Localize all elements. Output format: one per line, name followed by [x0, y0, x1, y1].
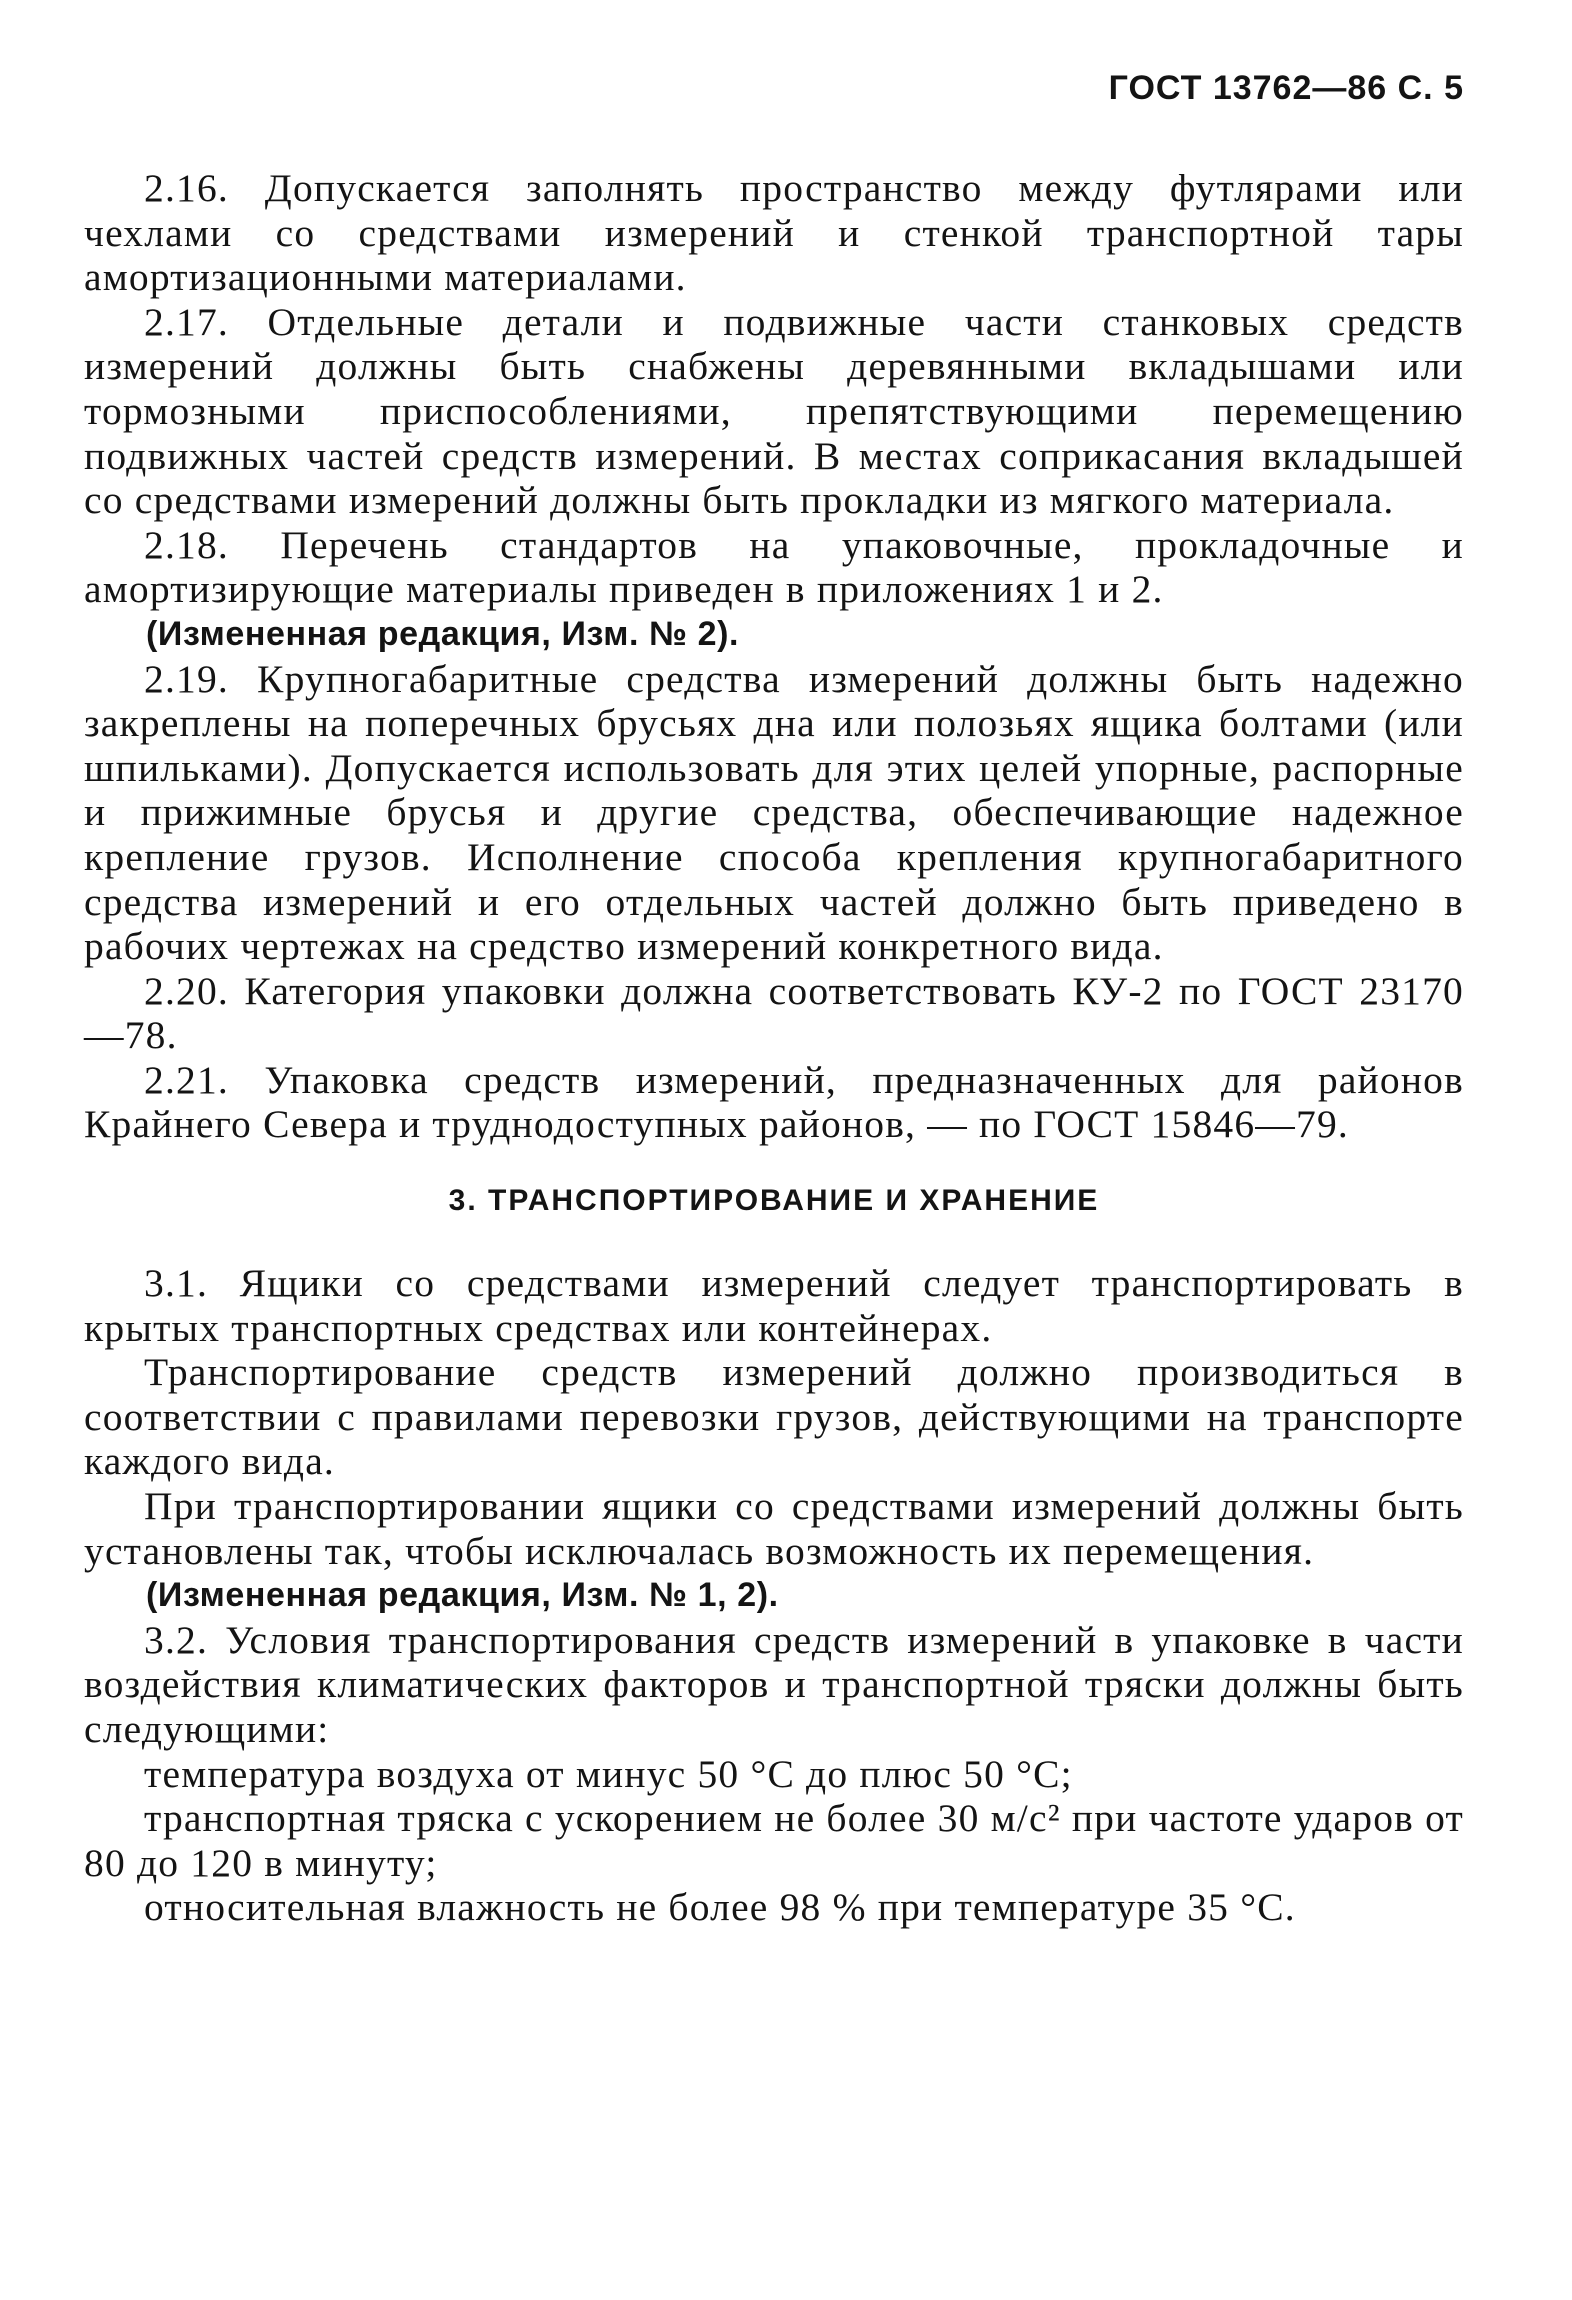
- amendment-note: (Измененная редакция, Изм. № 1, 2).: [146, 1576, 779, 1615]
- condition-item: транспортная тряска с ускорением не более 30 м/с² при частоте ударов от 80 до 120 в минуту;: [84, 1796, 1464, 1885]
- clause-3-2: 3.2. Условия транспортирования средств измерений в упаковке в части воздействия климатических факторов и транспортной тряски должны быть следующими:: [84, 1617, 1464, 1751]
- document-page: [84, 62, 1464, 1930]
- clause-2-18: 2.18. Перечень стандартов на упаковочные, прокладочные и амортизирующие материалы приведен в приложениях 1 и 2.: [84, 522, 1464, 612]
- clause-2-16: 2.16. Допускается заполнять пространство между футлярами или чехлами со средствами измерений и стенкой транспортной тары амортизационными материалами.: [84, 166, 1464, 300]
- clause-2-17: 2.17. Отдельные детали и подвижные части станковых средств измерений должны быть снабжены деревянными вкладышами или тормозными приспособлениями, препятствующими перемещению подвижных частей средств измерений. В местах соприкасания вкладышей со средствами измерений должны быть прокладки из мягкого материала.: [84, 299, 1464, 523]
- condition-item: относительная влажность не более 98 % при температуре 35 °С.: [144, 1885, 1296, 1930]
- clause-3-1-paragraph: При транспортировании ящики со средствами измерений должны быть установлены так, чтобы исключалась возможность их перемещения.: [84, 1484, 1464, 1573]
- condition-item: температура воздуха от минус 50 °С до плюс 50 °С;: [144, 1751, 1073, 1796]
- clause-3-1-paragraph: Транспортирование средств измерений должно производиться в соответствии с правилами перевозки грузов, действующими на транспорте каждого вида.: [84, 1350, 1464, 1484]
- clause-2-19: 2.19. Крупногабаритные средства измерений должны быть надежно закреплены на поперечных брусьях дна или полозьях ящика болтами (или шпильками). Допускается использовать для этих целей упорные, распорные и прижимные брусья и другие средства, обеспечивающие надежное крепление грузов. Исполнение способа крепления крупногабаритного средства измерений и его отдельных частей должно быть приведено в рабочих чертежах на средство измерений конкретного вида.: [84, 656, 1464, 969]
- document-body: [84, 166, 1464, 1930]
- clause-2-21: 2.21. Упаковка средств измерений, предназначенных для районов Крайнего Севера и труднодоступных районов, — по ГОСТ 15846—79.: [84, 1057, 1464, 1147]
- amendment-note: (Измененная редакция, Изм. № 2).: [146, 614, 740, 653]
- clause-3-1: 3.1. Ящики со средствами измерений следует транспортировать в крытых транспортных средствах или контейнерах.: [84, 1261, 1464, 1350]
- clause-2-20: 2.20. Категория упаковки должна соответствовать КУ-2 по ГОСТ 23170—78.: [84, 968, 1464, 1058]
- section-title: 3. ТРАНСПОРТИРОВАНИЕ И ХРАНЕНИЕ: [448, 1184, 1100, 1218]
- page-header: ГОСТ 13762—86 С. 5: [1108, 69, 1464, 107]
